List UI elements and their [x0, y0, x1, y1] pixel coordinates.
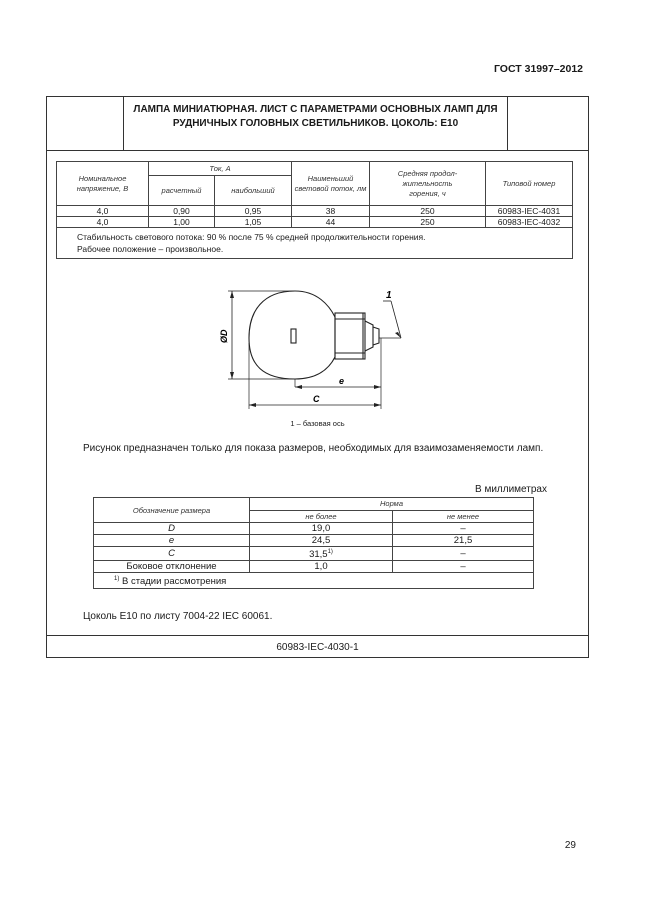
- cell-voltage: 4,0: [57, 217, 149, 228]
- cell-dim-min: 21,5: [393, 535, 534, 547]
- cell-dim-max: 1,0: [250, 561, 393, 573]
- footnote-mark: 1): [114, 576, 120, 583]
- sheet-title: ЛАМПА МИНИАТЮРНАЯ. ЛИСТ С ПАРАМЕТРАМИ ОСНОВНЫХ ЛАМП ДЛЯ РУДНИЧНЫХ ГОЛОВНЫХ СВЕТИЛЬНИКОВ. ЦОКОЛЬ: E10: [133, 104, 498, 129]
- note-flux-stability: Стабильность светового потока: 90 % после 75 % средней продолжительности горения.: [77, 232, 426, 242]
- cell-dim-min: –: [393, 523, 534, 535]
- table-row: [94, 547, 534, 561]
- params-notes: [57, 228, 573, 259]
- col-current-max-header: наибольший: [215, 176, 292, 206]
- table-row: [57, 217, 573, 228]
- lamp-parameters-table: [56, 161, 573, 259]
- col-voltage-header: Номинальное напряжение, В: [57, 162, 149, 206]
- note-operating-position: Рабочее положение – произвольное.: [77, 244, 224, 254]
- data-sheet-frame: [46, 96, 589, 658]
- label-diameter: ØD: [219, 329, 229, 343]
- col-flux-header: Наименьший световой поток, лм: [292, 162, 370, 206]
- col-max-header: не более: [250, 510, 393, 523]
- col-norm-header: Норма: [250, 498, 534, 511]
- cell-dim-max-value: 31,5: [309, 549, 328, 561]
- cell-type: 60983-IEC-4032: [486, 217, 573, 228]
- table-row: [57, 206, 573, 217]
- cell-dim-name: e: [94, 535, 250, 547]
- lamp-dimension-drawing: [219, 283, 423, 418]
- page-number: 29: [564, 840, 576, 851]
- cell-dim-max: [250, 547, 393, 561]
- col-type-header: Типовой номер: [486, 162, 573, 206]
- sheet-header: [47, 97, 588, 151]
- table-row: [94, 535, 534, 547]
- col-min-header: не менее: [393, 510, 534, 523]
- standard-code: ГОСТ 31997–2012: [493, 63, 583, 75]
- col-current-header: Ток, А: [149, 162, 292, 176]
- cell-life: 250: [370, 206, 486, 217]
- table-footnote: [94, 573, 534, 589]
- cell-dim-name: Боковое отклонение: [94, 561, 250, 573]
- sheet-footer-reference: 60983-IEC-4030-1: [276, 642, 359, 653]
- cell-voltage: 4,0: [57, 206, 149, 217]
- cell-current-max: 0,95: [215, 206, 292, 217]
- cell-dim-max: 24,5: [250, 535, 393, 547]
- units-label: В миллиметрах: [475, 484, 547, 495]
- cell-current-rated: 0,90: [149, 206, 215, 217]
- figure-purpose-text: Рисунок предназначен только для показа размеров, необходимых для взаимозаменяемости ламп.: [83, 443, 544, 454]
- label-e: e: [339, 376, 345, 386]
- cell-dim-name: C: [94, 547, 250, 561]
- cell-dim-name: D: [94, 523, 250, 535]
- cell-dim-min: –: [393, 561, 534, 573]
- footnote-text: В стадии рассмотрения: [121, 576, 227, 588]
- dimensions-table: [93, 497, 534, 589]
- cell-current-max: 1,05: [215, 217, 292, 228]
- label-c: C: [313, 394, 320, 404]
- table-row: [94, 561, 534, 573]
- cell-flux: 38: [292, 206, 370, 217]
- footnote-ref: 1): [327, 549, 333, 555]
- cell-current-rated: 1,00: [149, 217, 215, 228]
- label-axis-1: 1: [386, 290, 392, 301]
- col-life-header: Средняя продол-жительность горения, ч: [370, 162, 486, 206]
- cell-type: 60983-IEC-4031: [486, 206, 573, 217]
- cell-dim-min: –: [393, 547, 534, 561]
- col-current-rated-header: расчетный: [149, 176, 215, 206]
- table-row: [94, 523, 534, 535]
- cell-life: 250: [370, 217, 486, 228]
- cell-flux: 44: [292, 217, 370, 228]
- base-reference-note: Цоколь E10 по листу 7004-22 IEC 60061.: [83, 611, 273, 622]
- figure-caption: 1 – базовая ось: [290, 419, 345, 428]
- cell-dim-max: 19,0: [250, 523, 393, 535]
- col-dim-name-header: Обозначение размера: [94, 498, 250, 523]
